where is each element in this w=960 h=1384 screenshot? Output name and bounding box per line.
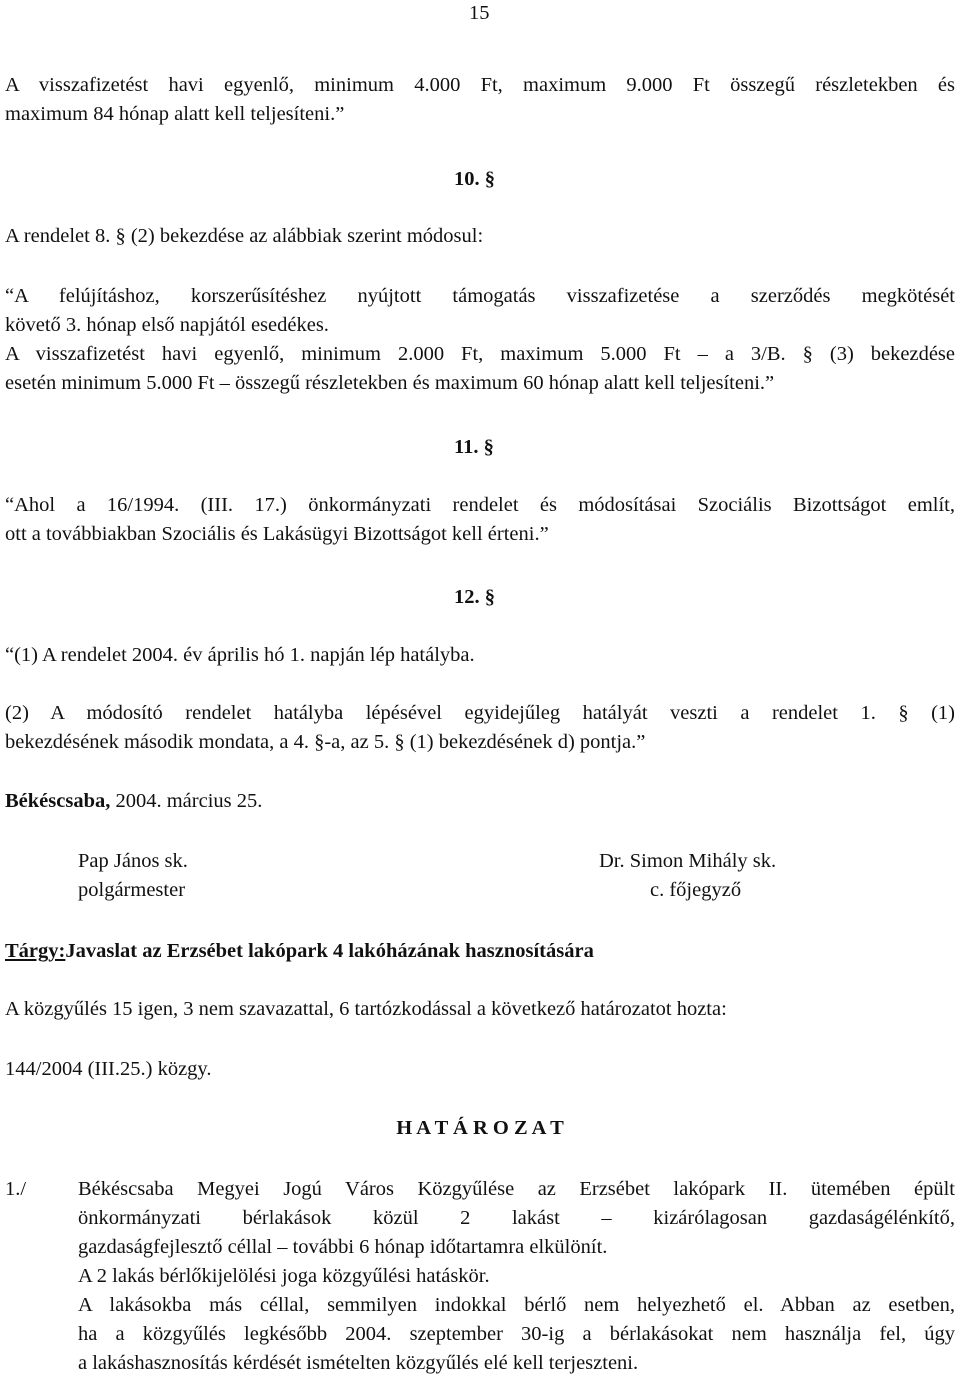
paragraph-line: “Ahol a 16/1994. (III. 17.) önkormányzati rendelet és módosításai Szociális Bizottságot említ, bbox=[5, 494, 955, 516]
place: Békéscsaba, bbox=[5, 790, 111, 812]
paragraph-line: “A felújításhoz, korszerűsítéshez nyújtott támogatás visszafizetése a szerződés megkötését bbox=[5, 285, 955, 307]
place-date bbox=[5, 790, 262, 813]
item-line: a lakáshasznosítás kérdését ismételten közgyűlés elé kell terjeszteni. bbox=[78, 1352, 639, 1374]
subject-text: Javaslat az Erzsébet lakópark 4 lakóházának hasznosítására bbox=[65, 940, 594, 962]
subject-label: Tárgy: bbox=[5, 940, 66, 962]
paragraph-line: esetén minimum 5.000 Ft – összegű részletekben és maximum 60 hónap alatt kell teljesíteni.” bbox=[5, 372, 775, 394]
signer-left-title: polgármester bbox=[78, 879, 186, 901]
page-number: 15 bbox=[469, 2, 490, 24]
item-number: 1./ bbox=[5, 1178, 27, 1200]
item-line: gazdaságfejlesztő céllal – további 6 hónap időtartamra elkülönít. bbox=[78, 1236, 608, 1258]
subject-line bbox=[5, 940, 594, 963]
paragraph-line: A visszafizetést havi egyenlő, minimum 4.000 Ft, maximum 9.000 Ft összegű részletekben és bbox=[5, 74, 955, 96]
resolution-id: 144/2004 (III.25.) közgy. bbox=[5, 1058, 212, 1080]
paragraph-line: A visszafizetést havi egyenlő, minimum 2.000 Ft, maximum 5.000 Ft – a 3/B. § (3) bekezdése bbox=[5, 343, 955, 365]
item-line: ha a közgyűlés legkésőbb 2004. szeptember 30-ig a bérlakásokat nem használja fel, úgy bbox=[78, 1323, 955, 1345]
paragraph-line: “(1) A rendelet 2004. év április hó 1. napján lép hatályba. bbox=[5, 644, 475, 666]
resolution-heading: H A T Á R O Z A T bbox=[396, 1117, 564, 1139]
paragraph-line: (2) A módosító rendelet hatályba lépésével egyidejűleg hatályát veszti a rendelet 1. § (1) bbox=[5, 702, 955, 724]
section-heading: 11. § bbox=[454, 436, 494, 458]
paragraph-line: maximum 84 hónap alatt kell teljesíteni.” bbox=[5, 103, 345, 125]
paragraph-line: követő 3. hónap első napjától esedékes. bbox=[5, 314, 329, 336]
paragraph-line: bekezdésének második mondata, a 4. §-a, az 5. § (1) bekezdésének d) pontja.” bbox=[5, 731, 646, 753]
item-line: önkormányzati bérlakások közül 2 lakást – kizárólagosan gazdaságélénkítő, bbox=[78, 1207, 955, 1229]
paragraph-line: ott a továbbiakban Szociális és Lakásügyi Bizottságot kell érteni.” bbox=[5, 523, 549, 545]
section-heading: 10. § bbox=[454, 168, 495, 190]
date: 2004. március 25. bbox=[110, 790, 263, 812]
section-heading: 12. § bbox=[454, 586, 495, 608]
paragraph-line: A rendelet 8. § (2) bekezdése az alábbiak szerint módosul: bbox=[5, 225, 484, 247]
signer-right-name: Dr. Simon Mihály sk. bbox=[599, 850, 777, 872]
item-line: Békéscsaba Megyei Jogú Város Közgyűlése az Erzsébet lakópark II. ütemében épült bbox=[78, 1178, 955, 1200]
vote-text: A közgyűlés 15 igen, 3 nem szavazattal, 6 tartózkodással a következő határozatot hozta: bbox=[5, 998, 727, 1020]
item-line: A 2 lakás bérlőkijelölési joga közgyűlési hatáskör. bbox=[78, 1265, 490, 1287]
signer-right-title: c. főjegyző bbox=[650, 879, 742, 901]
item-line: A lakásokba más céllal, semmilyen indokkal bérlő nem helyezhető el. Abban az esetben, bbox=[78, 1294, 955, 1316]
signer-left-name: Pap János sk. bbox=[78, 850, 188, 872]
